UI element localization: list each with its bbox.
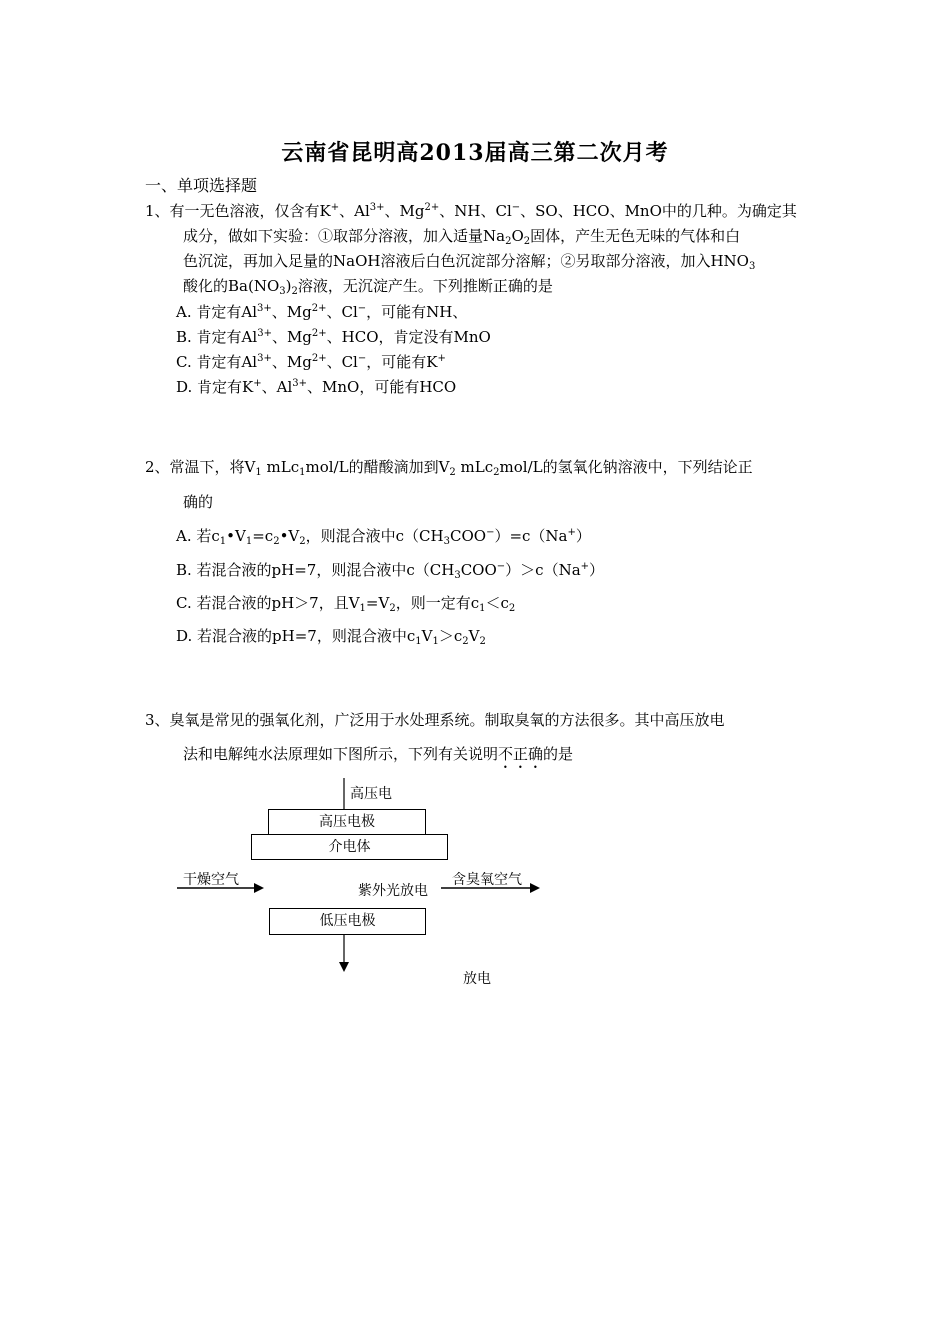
emphasized-negation: 不正确 [498, 745, 544, 763]
q2-stem-line-2: 确的 [183, 493, 214, 511]
q1-stem-line-3: 色沉淀，再加入足量的NaOH溶液后白色沉淀部分溶解；②另取部分溶液，加入$HNO_3$ [183, 252, 756, 272]
q2-option-d: D. 若混合液的pH=7，则混合液中$c_1V_1>c_2V_2$ [176, 627, 486, 647]
q2-stem-line-1: 2、常温下，将$V_1$ mLc$_1$mol/L的醋酸滴加到$V_2$ mLc$_2$mol/L的氢氧化钠溶液中，下列结论正 [145, 458, 753, 478]
discharge-caption: 放电 [463, 971, 491, 987]
ozone-air-label: 含臭氧空气 [452, 872, 522, 888]
high-voltage-label: 高压电 [350, 786, 392, 802]
dielectric-label: 介电体 [328, 839, 371, 855]
q2-option-c: C. 若混合液的pH＞7，且$V_1=V_2$，则一定有$c_1<c_2$ [176, 594, 516, 614]
q1-option-d: D. 肯定有K+、$Al^{3+}$、MnO，可能有HCO [176, 378, 457, 396]
uv-discharge-label: 紫外光放电 [358, 883, 428, 899]
q1-stem-line-1: 1、有一无色溶液，仅含有K+、$Al^{3+}$、$Mg^{2+}$、NH、Cl−、SO、HCO、MnO中的几种。为确定其 [145, 202, 797, 220]
q1-stem-line-4: 酸化的$Ba(NO_3)_2$溶液，无沉淀产生。下列推断正确的是 [183, 277, 553, 297]
dielectric-layer [251, 834, 448, 860]
low-voltage-electrode [269, 908, 426, 935]
q3-stem-line-2: 法和电解纯水法原理如下图所示，下列有关说明不正确的是 [183, 745, 574, 763]
ozone-air-arrow-head [530, 883, 540, 893]
dry-air-label: 干燥空气 [183, 872, 239, 888]
exam-title: 云南省昆明高2013届高三第二次月考 [281, 140, 669, 166]
section-heading: 一、单项选择题 [145, 176, 258, 195]
low-voltage-electrode-label: 低压电极 [319, 913, 376, 929]
dry-air-arrow-head [254, 883, 264, 893]
down-arrow-head [339, 962, 349, 972]
q2-option-a: A. 若$c_1•V_1=c_2•V_2$，则混合液中$c(CH_3COO^-)=c(Na^+)$ [176, 527, 591, 547]
q1-option-a: A. 肯定有$Al^{3+}$、$Mg^{2+}$、Cl−，可能有NH、 [176, 303, 468, 321]
q1-option-c: C. 肯定有$Al^{3+}$、$Mg^{2+}$、Cl−，可能有K+ [176, 353, 446, 371]
q1-option-b: B. 肯定有$Al^{3+}$、$Mg^{2+}$、HCO，肯定没有MnO [176, 328, 491, 346]
high-voltage-electrode-label: 高压电极 [319, 814, 375, 830]
q1-stem-line-2: 成分，做如下实验：①取部分溶液，加入适量$Na_2O_2$固体，产生无色无味的气体和白 [183, 227, 741, 247]
q3-stem-line-1: 3、臭氧是常见的强氧化剂，广泛用于水处理系统。制取臭氧的方法很多。其中高压放电 [145, 711, 725, 729]
high-voltage-electrode [268, 809, 426, 835]
q2-option-b: B. 若混合液的pH=7，则混合液中$c(CH_3COO^-)>c(Na^+)$ [176, 561, 605, 581]
